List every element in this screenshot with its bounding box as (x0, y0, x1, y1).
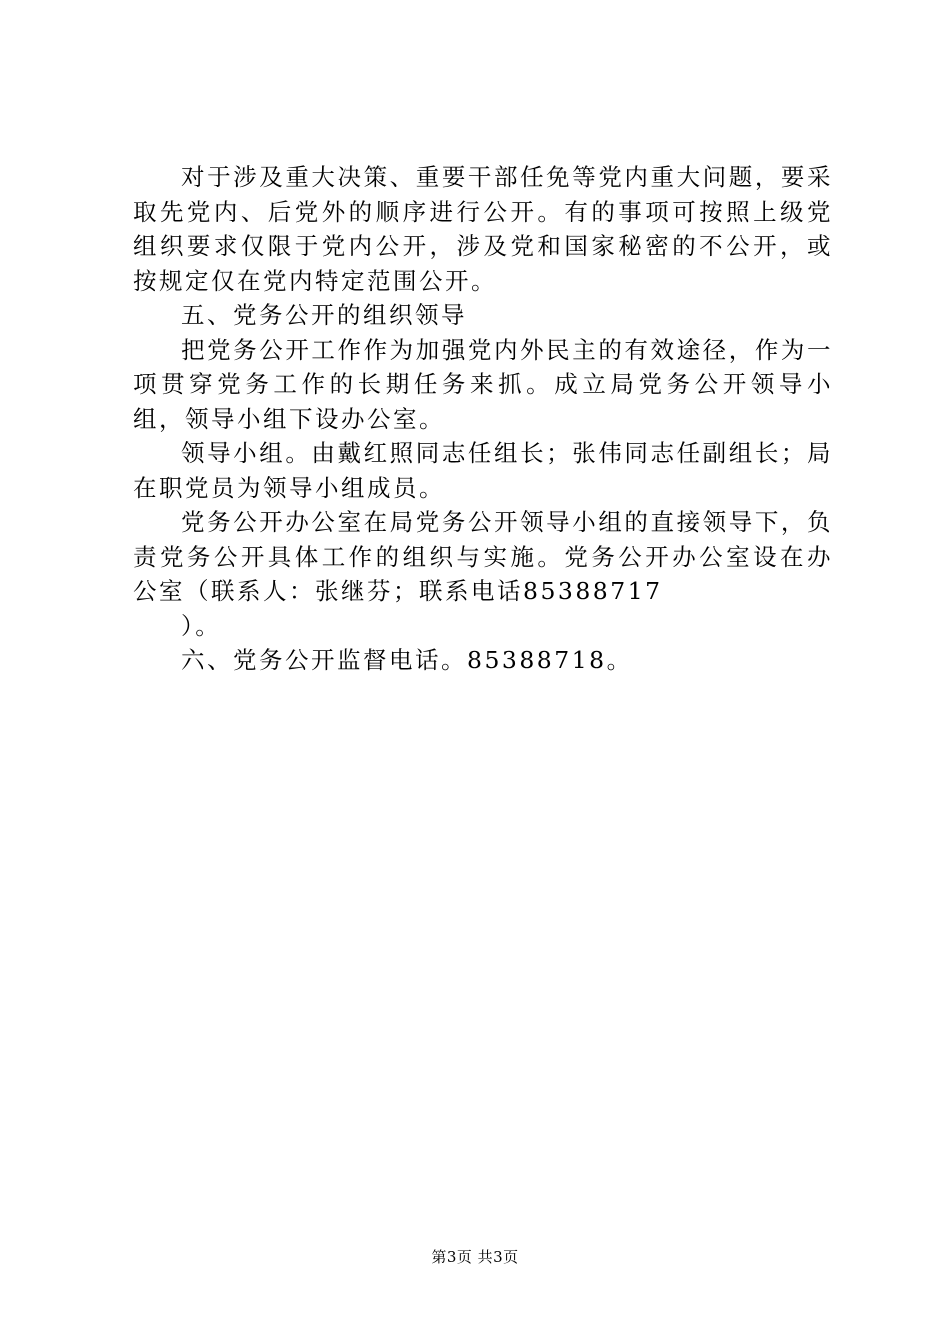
paragraph-office: 党务公开办公室在局党务公开领导小组的直接领导下，负责党务公开具体工作的组织与实施。党务公开办公室设在办公室（联系人：张继芬；联系电话85388717 (133, 508, 833, 605)
paragraph-group-members: 领导小组。由戴红照同志任组长；张伟同志任副组长；局在职党员为领导小组成员。 (133, 439, 833, 502)
paragraph-disclosure-order: 对于涉及重大决策、重要干部任免等党内重大问题，要采取先党内、后党外的顺序进行公开。有的事项可按照上级党组织要求仅限于党内公开，涉及党和国家秘密的不公开，或按规定仅在党内特定范围公开。 (133, 163, 833, 295)
document-body (133, 160, 833, 678)
paragraph-closing-paren: ）。 (181, 611, 222, 640)
section-heading-hotline: 六、党务公开监督电话。85388718。 (181, 646, 633, 674)
page-footer: 第3页 共3页 (431, 1248, 519, 1266)
paragraph-leadership-group: 把党务公开工作作为加强党内外民主的有效途径，作为一项贯穿党务工作的长期任务来抓。成立局党务公开领导小组，领导小组下设办公室。 (133, 335, 833, 433)
section-heading-organization: 五、党务公开的组织领导 (181, 301, 467, 329)
